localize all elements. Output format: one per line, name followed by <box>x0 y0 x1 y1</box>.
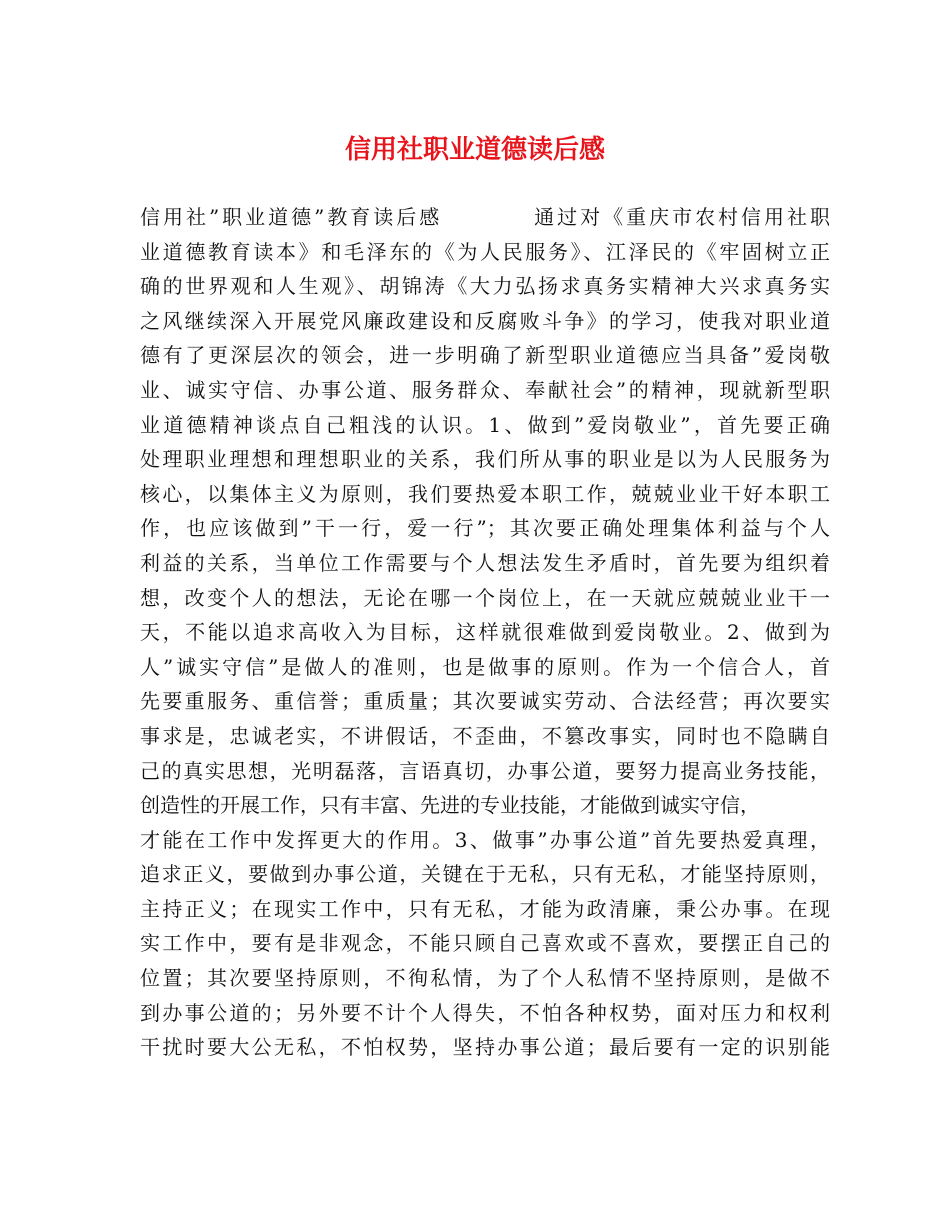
body-line: 确的世界观和人生观》、胡锦涛《大力弘扬求真务实精神大兴求真务实 <box>140 274 830 299</box>
document-body <box>140 200 830 1065</box>
body-line: 创造性的开展工作，只有丰富、先进的专业技能，才能做到诚实守信， <box>140 793 760 818</box>
body-line: 实工作中，要有是非观念，不能只顾自己喜欢或不喜欢，要摆正自己的 <box>140 931 830 956</box>
body-line: 追求正义，要做到办事公道，关键在于无私，只有无私，才能坚持原则， <box>140 862 830 887</box>
body-line: 处理职业理想和理想职业的关系，我们所从事的职业是以为人民服务为 <box>140 447 830 472</box>
body-line: 事求是，忠诚老实，不讲假话，不歪曲，不篡改事实，同时也不隐瞒自 <box>140 723 830 748</box>
body-line: 才能在工作中发挥更大的作用。3、做事”办事公道”首先要热爱真理， <box>140 827 830 852</box>
body-line: 先要重服务、重信誉；重质量；其次要诚实劳动、合法经营；再次要实 <box>140 689 830 714</box>
body-line: 之风继续深入开展党风廉政建设和反腐败斗争》的学习，使我对职业道 <box>140 308 830 333</box>
body-line: 干扰时要大公无私，不怕权势，坚持办事公道；最后要有一定的识别能 <box>140 1035 830 1060</box>
document-title: 信用社职业道德读后感 <box>344 135 605 165</box>
body-line: 己的真实思想，光明磊落，言语真切，办事公道，要努力提高业务技能， <box>140 758 830 783</box>
body-line: 天，不能以追求高收入为目标，这样就很难做到爱岗敬业。2、做到为 <box>140 620 830 645</box>
body-line: 位置；其次要坚持原则，不徇私情，为了个人私情不坚持原则，是做不 <box>140 966 830 991</box>
body-line: 核心，以集体主义为原则，我们要热爱本职工作，兢兢业业干好本职工 <box>140 481 830 506</box>
body-line: 信用社”职业道德”教育读后感 通过对《重庆市农村信用社职 <box>140 205 830 229</box>
body-line: 主持正义；在现实工作中，只有无私，才能为政清廉，秉公办事。在现 <box>140 896 830 921</box>
body-line: 业道德教育读本》和毛泽东的《为人民服务》、江泽民的《牢固树立正 <box>140 239 830 264</box>
body-line: 利益的关系，当单位工作需要与个人想法发生矛盾时，首先要为组织着 <box>140 550 830 575</box>
body-line: 业道德精神谈点自己粗浅的认识。1、做到”爱岗敬业”，首先要正确 <box>140 412 830 437</box>
body-line: 想，改变个人的想法，无论在哪一个岗位上，在一天就应兢兢业业干一 <box>140 585 830 610</box>
body-line: 作，也应该做到”干一行，爱一行”；其次要正确处理集体利益与个人 <box>140 516 830 541</box>
body-line: 人”诚实守信”是做人的准则，也是做事的原则。作为一个信合人，首 <box>140 654 830 679</box>
body-line: 德有了更深层次的领会，进一步明确了新型职业道德应当具备”爱岗敬 <box>140 343 830 368</box>
body-line: 业、诚实守信、办事公道、服务群众、奉献社会”的精神，现就新型职 <box>140 377 830 402</box>
body-line: 到办事公道的；另外要不计个人得失，不怕各种权势，面对压力和权利 <box>140 1000 830 1025</box>
